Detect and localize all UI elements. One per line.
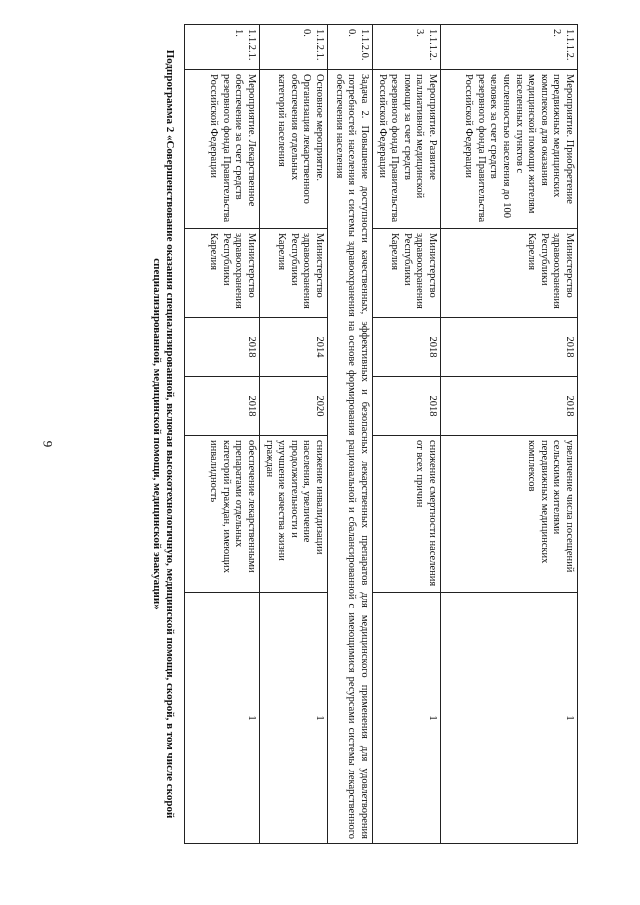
row-result: снижение смертности населения от всех причин: [373, 436, 441, 593]
task-row: [328, 25, 373, 844]
row-start-year: 2018: [185, 318, 260, 377]
program-table: [184, 24, 578, 844]
task-text: Задача 2. Повышение доступности качественных, эффективных и безопасных лекарственных препаратов для медицинского применения для удовлетворения потребностей населения и системы здравоохранения на основе формирования рациональной и сбалансированной с имеющимися ресурсами системы лекарственного обеспечения населения: [328, 70, 373, 844]
row-executor: Министерство здравоохранения Республики Карелия: [185, 229, 260, 318]
table-row: [373, 25, 441, 844]
row-result: снижение инвалидизации населения, увеличение продолжительности и улучшение качества жизни граждан: [260, 436, 328, 593]
row-end-year: 2018: [373, 377, 441, 436]
table-row: [441, 25, 578, 844]
row-result: увеличение числа посещений сельскими жителями передвижных медицинских комплексов: [441, 436, 578, 593]
row-start-year: 2018: [441, 318, 578, 377]
row-indicator: 1: [185, 593, 260, 844]
row-end-year: 2020: [260, 377, 328, 436]
row-start-year: 2014: [260, 318, 328, 377]
row-executor: Министерство здравоохранения Республики Карелия: [441, 229, 578, 318]
row-event: Мероприятие. Развитие паллиативной медицинской помощи за счет средств резервного фонда Правительства Российской Федерации: [373, 70, 441, 229]
task-code: 1.1.2.0.0.: [328, 25, 373, 70]
rotated-page: [78, 12, 578, 890]
row-end-year: 2018: [185, 377, 260, 436]
row-indicator: 1: [260, 593, 328, 844]
row-code: 1.1.1.2.3.: [373, 25, 441, 70]
row-executor: Министерство здравоохранения Республики Карелия: [373, 229, 441, 318]
row-executor: Министерство здравоохранения Республики Карелия: [260, 229, 328, 318]
table-row: [260, 25, 328, 844]
row-code: 1.1.2.1.1.: [185, 25, 260, 70]
row-indicator: 1: [373, 593, 441, 844]
row-result: обеспечение лекарственными препаратами отдельных категорий граждан, имеющих инвалидность: [185, 436, 260, 593]
row-code: 1.1.2.1.0.: [260, 25, 328, 70]
row-event: Мероприятие. Приобретение передвижных медицинских комплексов для оказания медицинской помощи жителям населенных пунктов с численностью населения до 100 человек за счет средств резервного фонда Правительства Российской Федерации: [441, 70, 578, 229]
row-event: Мероприятие. Лекарственное обеспечение за счет средств резервного фонда Правительства Российской Федерации: [185, 70, 260, 229]
row-end-year: 2018: [441, 377, 578, 436]
row-code: 1.1.1.2.2.: [441, 25, 578, 70]
table-row: [185, 25, 260, 844]
row-event: Основное мероприятие. Организация лекарственного обеспечения отдельных категорий населения: [260, 70, 328, 229]
row-start-year: 2018: [373, 318, 441, 377]
subprogram-heading: Подпрограмма 2 «Совершенствование оказания специализированной, включая высокотехнологичную, медицинской помощи, скорой, в том числе скорой специализированной, медицинской помощи, медицинской эвакуации»: [151, 49, 177, 819]
page-number: 9: [40, 440, 56, 448]
row-indicator: 1: [441, 593, 578, 844]
